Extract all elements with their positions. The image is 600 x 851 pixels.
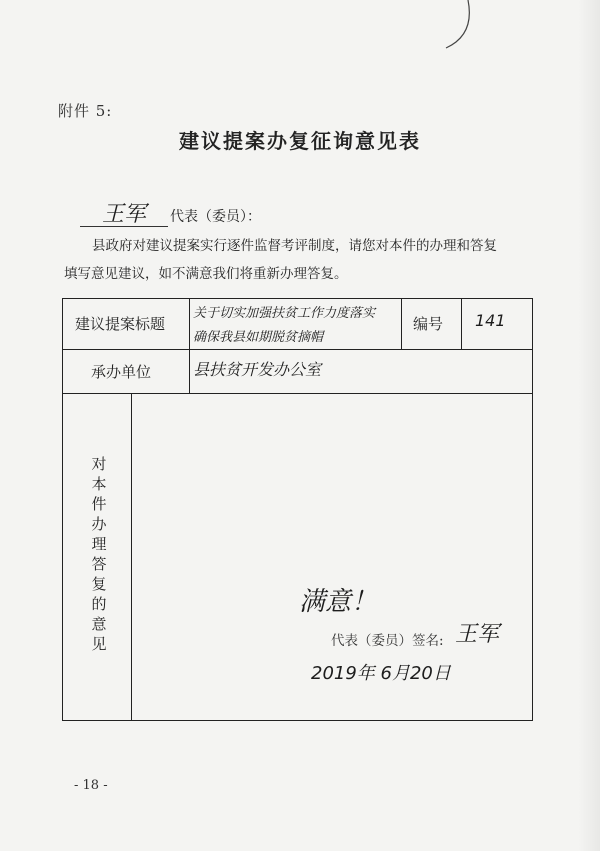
instruction-line-1: 县政府对建议提案实行逐件监督考评制度，请您对本件的办理和答复 — [92, 238, 497, 254]
table-column-divider — [401, 299, 402, 349]
signature-name: 王军 — [455, 622, 500, 647]
page-number: - 18 - — [74, 778, 108, 793]
opinion-label-char: 意 — [91, 615, 107, 633]
handling-unit: 县扶贫开发办公室 — [193, 360, 322, 379]
table-column-divider — [461, 299, 462, 349]
table-row-divider — [63, 349, 532, 350]
proposal-title-line-1: 关于切实加强扶贫工作力度落实 — [193, 306, 376, 321]
signature-label: 代表（委员）签名: — [331, 633, 444, 649]
opinion-label-char: 本 — [91, 475, 107, 493]
instruction-line-2: 填写意见建议，如不满意我们将重新办理答复。 — [64, 266, 348, 282]
opinion-text: 满意！ — [299, 587, 378, 617]
opinion-table — [62, 298, 533, 721]
opinion-label-char: 办 — [91, 515, 107, 533]
proposal-number: 141 — [475, 311, 506, 330]
representative-line — [80, 204, 261, 227]
number-label: 编号 — [413, 315, 444, 333]
opinion-label-char: 答 — [91, 555, 107, 573]
proposal-title-line-2: 确保我县如期脱贫摘帽 — [193, 330, 324, 345]
table-row-divider — [63, 393, 532, 394]
unit-label: 承办单位 — [91, 363, 152, 381]
opinion-label-char: 件 — [91, 495, 107, 513]
signature-date: 2019年 6月20日 — [311, 663, 451, 684]
title-label: 建议提案标题 — [75, 315, 166, 333]
pen-mark — [428, 0, 488, 60]
opinion-label-char: 见 — [91, 635, 107, 653]
representative-name: 王军 — [80, 204, 168, 227]
opinion-label — [87, 454, 111, 654]
attachment-label: 附件 5: — [58, 102, 113, 120]
representative-suffix: 代表（委员）： — [170, 209, 261, 225]
opinion-label-char: 对 — [91, 455, 107, 473]
opinion-label-char: 的 — [91, 595, 107, 613]
opinion-label-char: 理 — [91, 535, 107, 553]
table-column-divider — [131, 393, 132, 720]
document-title: 建议提案办复征询意见表 — [179, 129, 421, 153]
table-column-divider — [189, 299, 190, 393]
opinion-label-char: 复 — [91, 575, 107, 593]
